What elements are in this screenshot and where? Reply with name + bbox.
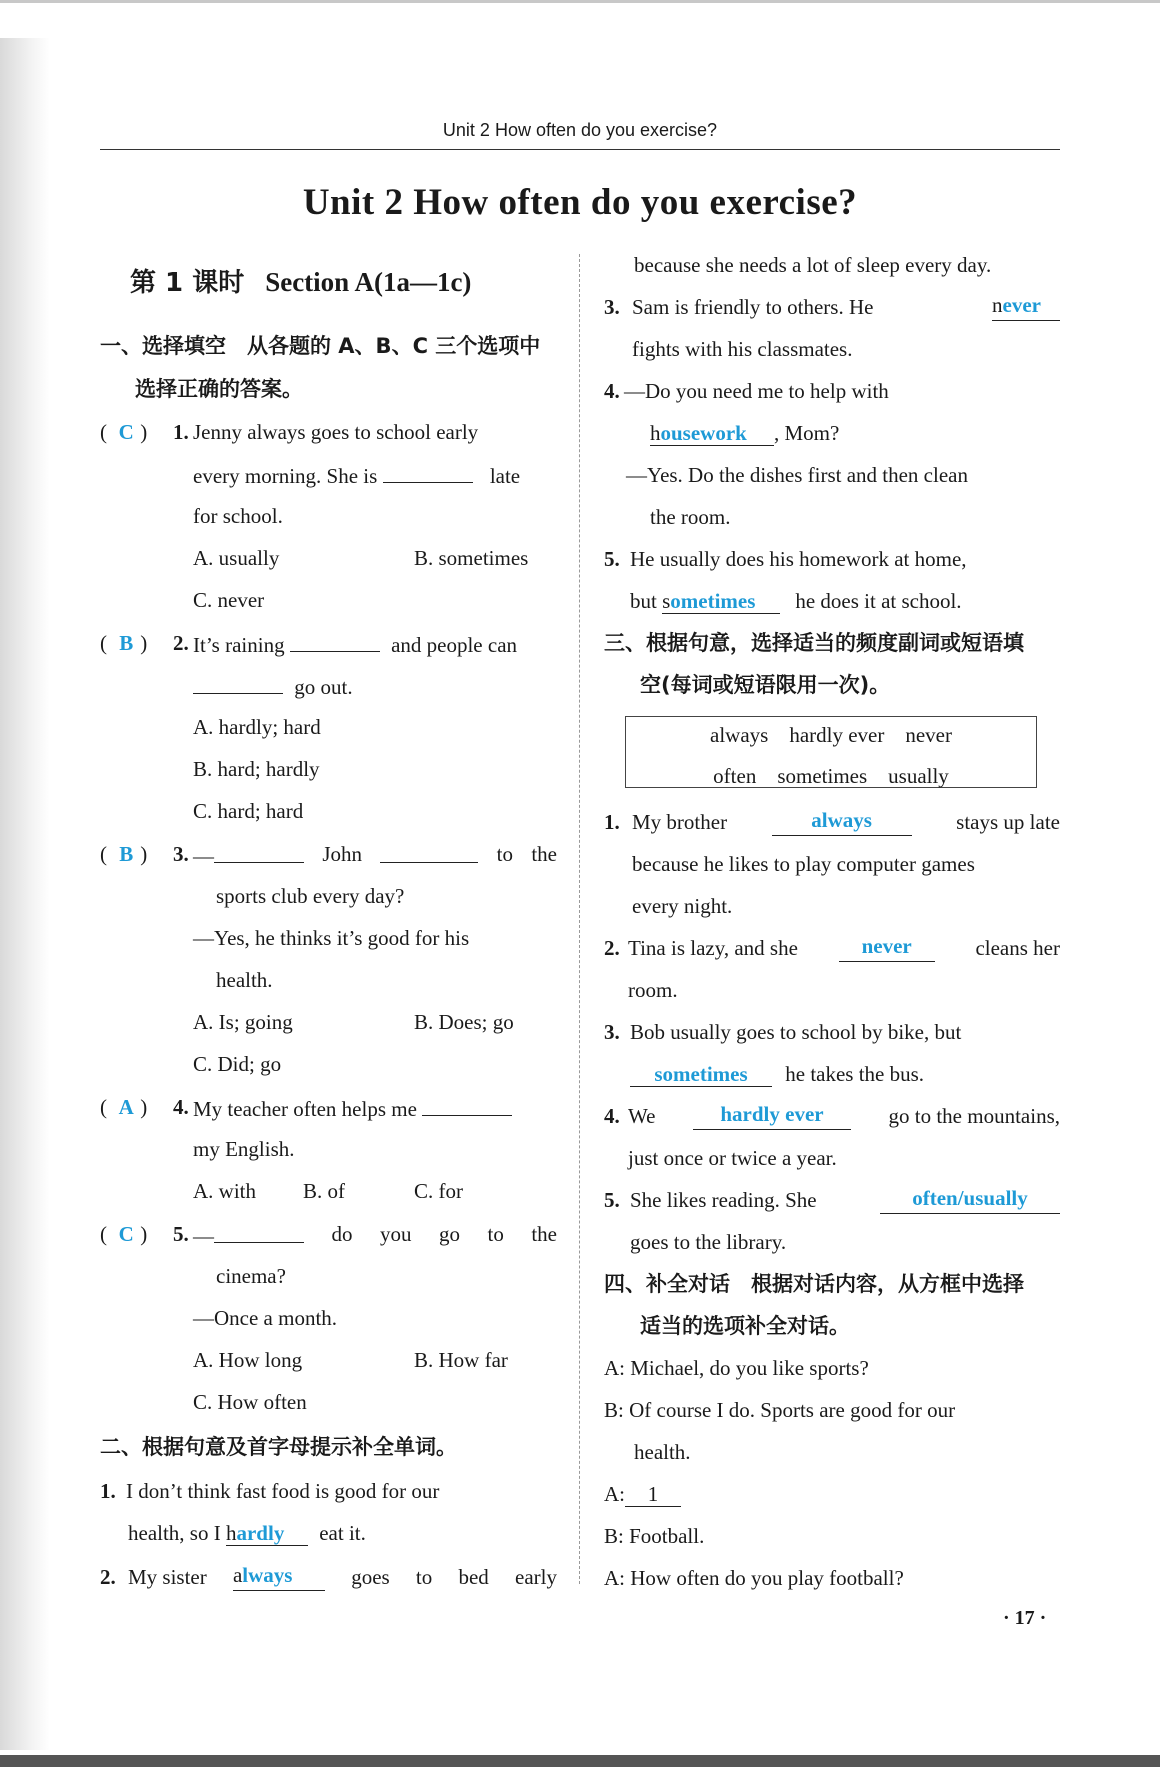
p3q2-text: Tina is lazy, and she bbox=[628, 936, 798, 960]
p2q4-line4: the room. bbox=[650, 505, 731, 529]
p2q5-text: He usually does his homework at home, bbox=[630, 547, 967, 571]
p3q1-line2 bbox=[632, 850, 1060, 878]
page-title: Unit 2 How often do you exercise? bbox=[302, 182, 858, 223]
answer-paren: ( C ) bbox=[100, 1222, 148, 1246]
q-number: 1. bbox=[604, 810, 620, 834]
p2q2-word: goes bbox=[351, 1565, 390, 1589]
lesson-heading bbox=[130, 268, 471, 298]
q5-line1 bbox=[193, 1220, 557, 1250]
option-c: C. for bbox=[414, 1179, 463, 1203]
answer-blank bbox=[193, 671, 283, 694]
p2q4-line2 bbox=[650, 419, 839, 447]
q1-line1 bbox=[193, 418, 557, 446]
q3-word: to bbox=[496, 842, 514, 866]
option-b: B. Does; go bbox=[414, 1010, 514, 1034]
choice-answer: C bbox=[118, 420, 134, 444]
p3q1-line1 bbox=[632, 808, 1060, 836]
p2q1-line2 bbox=[128, 1519, 366, 1547]
answer-blank bbox=[992, 293, 1060, 321]
q4-text: My teacher often helps me bbox=[193, 1097, 417, 1121]
first-letter: n bbox=[992, 293, 1003, 317]
column-divider bbox=[579, 254, 580, 1584]
choice-answer: A bbox=[118, 1095, 134, 1119]
dialogue-line: A: Michael, do you like sports? bbox=[604, 1356, 869, 1380]
page-number: · 17 · bbox=[1003, 1607, 1047, 1629]
p2q2-word: early bbox=[515, 1565, 557, 1589]
answer-blank bbox=[650, 421, 774, 446]
lesson-cn: 第 1 课时 bbox=[130, 268, 245, 298]
q1-line2 bbox=[193, 460, 520, 490]
q-number: 3. bbox=[604, 1020, 620, 1044]
dialogue-line: health. bbox=[634, 1440, 691, 1464]
fill-answer: ever bbox=[1002, 293, 1041, 317]
option-a: A. Is; going bbox=[193, 1010, 293, 1034]
p2q1-text: health, so I bbox=[128, 1521, 221, 1545]
header-rule bbox=[100, 149, 1060, 150]
q2-line2 bbox=[193, 671, 353, 701]
dash: — bbox=[193, 844, 214, 868]
p3q1-line3: every night. bbox=[632, 894, 733, 918]
dialogue-blank: 1 bbox=[625, 1482, 681, 1507]
q5-word: to bbox=[487, 1222, 504, 1246]
first-letter: a bbox=[232, 1563, 243, 1587]
choice-answer: C bbox=[118, 1222, 134, 1246]
answer-blank bbox=[422, 1093, 512, 1116]
dash: — bbox=[193, 1224, 214, 1248]
p3q3-line2 bbox=[630, 1060, 924, 1088]
p2q3-line2: fights with his classmates. bbox=[632, 337, 853, 361]
fill-answer: lways bbox=[242, 1563, 293, 1587]
q-number: 2. bbox=[604, 936, 620, 960]
p2q1-text: eat it. bbox=[319, 1521, 366, 1545]
option-c: C. Did; go bbox=[193, 1052, 282, 1076]
fill-answer: ousework bbox=[660, 421, 747, 445]
q3-line4: health. bbox=[216, 968, 273, 992]
part2-heading: 二、根据句意及首字母提示补全单词。 bbox=[100, 1435, 457, 1459]
fill-answer: always bbox=[772, 808, 912, 836]
q1-text: Jenny always goes to school early bbox=[193, 420, 479, 444]
fill-answer: ometimes bbox=[670, 589, 756, 613]
option-a: A. hardly; hard bbox=[193, 715, 321, 739]
first-letter: h bbox=[225, 1521, 237, 1545]
q-number: 4. bbox=[173, 1095, 189, 1119]
fill-answer: sometimes bbox=[630, 1062, 772, 1087]
q3-line1 bbox=[193, 840, 557, 870]
p2q3-line1 bbox=[632, 293, 1060, 321]
answer-blank bbox=[214, 1220, 304, 1243]
answer-paren: ( A ) bbox=[100, 1095, 148, 1119]
q1-text: every morning. She is bbox=[193, 464, 378, 488]
first-letter: h bbox=[650, 421, 661, 445]
p3q5-text: She likes reading. She bbox=[630, 1188, 817, 1212]
page-shadow bbox=[0, 38, 50, 1750]
p3q1-text: because he likes to play computer games bbox=[632, 852, 975, 876]
q-number: 4. bbox=[604, 1104, 620, 1128]
option-b: B. of bbox=[303, 1179, 345, 1203]
answer-paren: ( B ) bbox=[100, 631, 148, 655]
fill-answer: ardly bbox=[236, 1521, 285, 1545]
p3q4-line2: just once or twice a year. bbox=[628, 1146, 837, 1170]
p2q2-line1 bbox=[128, 1563, 557, 1591]
q1-line3: for school. bbox=[193, 504, 283, 528]
q5-word: do bbox=[331, 1222, 353, 1246]
q-number: 5. bbox=[604, 1188, 620, 1212]
p3q1-text: stays up late bbox=[956, 810, 1060, 834]
q2-text: and people can bbox=[391, 633, 518, 657]
word-box-row-1: always hardly ever never bbox=[710, 723, 952, 747]
answer-blank bbox=[662, 589, 780, 614]
p3q4-line1 bbox=[628, 1102, 1060, 1130]
p3q3-text: he takes the bus. bbox=[785, 1062, 925, 1086]
option-c: C. How often bbox=[193, 1390, 307, 1414]
q3-word: John bbox=[322, 842, 363, 866]
answer-blank bbox=[214, 840, 304, 863]
q-number: 3. bbox=[173, 842, 189, 866]
q5-line2: cinema? bbox=[216, 1264, 286, 1288]
option-a: A. with bbox=[193, 1179, 256, 1203]
option-b: B. hard; hardly bbox=[193, 757, 320, 781]
speaker: A: bbox=[604, 1482, 625, 1506]
p2q2-line2: because she needs a lot of sleep every day. bbox=[634, 253, 992, 277]
answer-blank bbox=[226, 1521, 308, 1546]
q-number: 5. bbox=[173, 1222, 189, 1246]
p2q1-text: I don’t think fast food is good for our bbox=[126, 1479, 440, 1503]
p2q5-text: but bbox=[630, 589, 657, 613]
word-box-row-2: often sometimes usually bbox=[713, 764, 949, 788]
word-box bbox=[625, 716, 1037, 788]
q5-word: you bbox=[380, 1222, 412, 1246]
q-number: 3. bbox=[604, 295, 620, 319]
p3q4-text: go to the mountains, bbox=[888, 1104, 1060, 1128]
choice-answer: B bbox=[119, 631, 134, 655]
dialogue-line bbox=[604, 1480, 681, 1508]
q1-text: late bbox=[489, 464, 521, 488]
dialogue-text: B: Of course I do. Sports are good for our bbox=[604, 1398, 956, 1422]
p3q5-line2: goes to the library. bbox=[630, 1230, 787, 1254]
q-number: 1. bbox=[173, 420, 189, 444]
q-number: 1. bbox=[100, 1479, 116, 1503]
part1-heading-2: 选择正确的答案。 bbox=[135, 377, 303, 401]
option-c: C. hard; hard bbox=[193, 799, 304, 823]
answer-blank bbox=[380, 840, 478, 863]
q5-word: go bbox=[439, 1222, 460, 1246]
answer-paren: ( C ) bbox=[100, 420, 148, 444]
answer-blank bbox=[290, 629, 380, 652]
bottom-edge bbox=[0, 1755, 1160, 1767]
p3q2-line1 bbox=[628, 934, 1060, 962]
q4-line2: my English. bbox=[193, 1137, 295, 1161]
p3q3-text: Bob usually goes to school by bike, but bbox=[630, 1020, 962, 1044]
choice-answer: B bbox=[119, 842, 134, 866]
first-letter: s bbox=[662, 589, 671, 613]
fill-answer: never bbox=[839, 934, 935, 962]
q-number: 5. bbox=[604, 547, 620, 571]
running-header: Unit 2 How often do you exercise? bbox=[442, 120, 718, 140]
part3-heading-2: 空(每词或短语限用一次)。 bbox=[640, 673, 891, 697]
fill-answer: hardly ever bbox=[693, 1102, 851, 1130]
q3-line3 bbox=[193, 924, 557, 952]
p3q2-text: cleans her bbox=[975, 936, 1060, 960]
answer-paren: ( B ) bbox=[100, 842, 148, 866]
q4-line1 bbox=[193, 1093, 512, 1123]
option-b: B. sometimes bbox=[414, 546, 529, 570]
dialogue-line: A: How often do you play football? bbox=[604, 1566, 904, 1590]
p3q3-line1 bbox=[630, 1018, 1060, 1046]
fill-answer: often/usually bbox=[880, 1186, 1060, 1214]
q3-line2: sports club every day? bbox=[216, 884, 405, 908]
p2q2-text: My sister bbox=[128, 1565, 207, 1589]
p2q4-line3 bbox=[626, 461, 1060, 489]
q2-text: go out. bbox=[294, 675, 353, 699]
p2q2-word: to bbox=[415, 1565, 433, 1589]
p2q4-text: —Do you need me to help with bbox=[624, 379, 889, 403]
p2q3-text: Sam is friendly to others. He bbox=[632, 295, 874, 319]
p2q5-line2 bbox=[630, 587, 962, 615]
p3q4-text: We bbox=[628, 1104, 656, 1128]
p3q5-line1 bbox=[630, 1186, 1060, 1214]
p2q2-word: bed bbox=[458, 1565, 489, 1589]
q3-text: —Yes, he thinks it’s good for his bbox=[193, 926, 470, 950]
q2-line1 bbox=[193, 629, 517, 659]
q-number: 2. bbox=[173, 631, 189, 655]
q2-text: It’s raining bbox=[193, 633, 285, 657]
part3-heading: 三、根据句意，选择适当的频度副词或短语填 bbox=[604, 631, 1024, 655]
q5-word: the bbox=[531, 1222, 557, 1246]
p2q4-text: , Mom? bbox=[774, 421, 840, 445]
part4-heading: 四、补全对话 根据对话内容，从方框中选择 bbox=[604, 1272, 1024, 1296]
option-a: A. usually bbox=[193, 546, 280, 570]
answer-blank bbox=[233, 1563, 325, 1591]
p2q1-line1 bbox=[126, 1477, 557, 1505]
top-edge bbox=[0, 0, 1160, 3]
q5-line3: —Once a month. bbox=[193, 1306, 338, 1330]
q-number: 4. bbox=[604, 379, 620, 403]
p2q4-line1 bbox=[624, 377, 1060, 405]
dialogue-line: B: Football. bbox=[604, 1524, 705, 1548]
part4-heading-2: 适当的选项补全对话。 bbox=[640, 1314, 850, 1338]
answer-blank bbox=[383, 460, 473, 483]
p3q2-line2: room. bbox=[628, 978, 678, 1002]
p2q5-line1 bbox=[630, 545, 1060, 573]
option-b: B. How far bbox=[414, 1348, 508, 1372]
p2q4-text: —Yes. Do the dishes first and then clean bbox=[626, 463, 968, 487]
part1-heading: 一、选择填空 从各题的 A、B、C 三个选项中 bbox=[100, 334, 541, 358]
p2q5-text: he does it at school. bbox=[795, 589, 962, 613]
q-number: 2. bbox=[100, 1565, 116, 1589]
option-c: C. never bbox=[193, 588, 265, 612]
option-a: A. How long bbox=[193, 1348, 303, 1372]
lesson-section: Section A(1a—1c) bbox=[265, 267, 472, 297]
q3-word: the bbox=[531, 842, 557, 866]
p3q1-text: My brother bbox=[632, 810, 728, 834]
dialogue-line bbox=[604, 1396, 1060, 1424]
